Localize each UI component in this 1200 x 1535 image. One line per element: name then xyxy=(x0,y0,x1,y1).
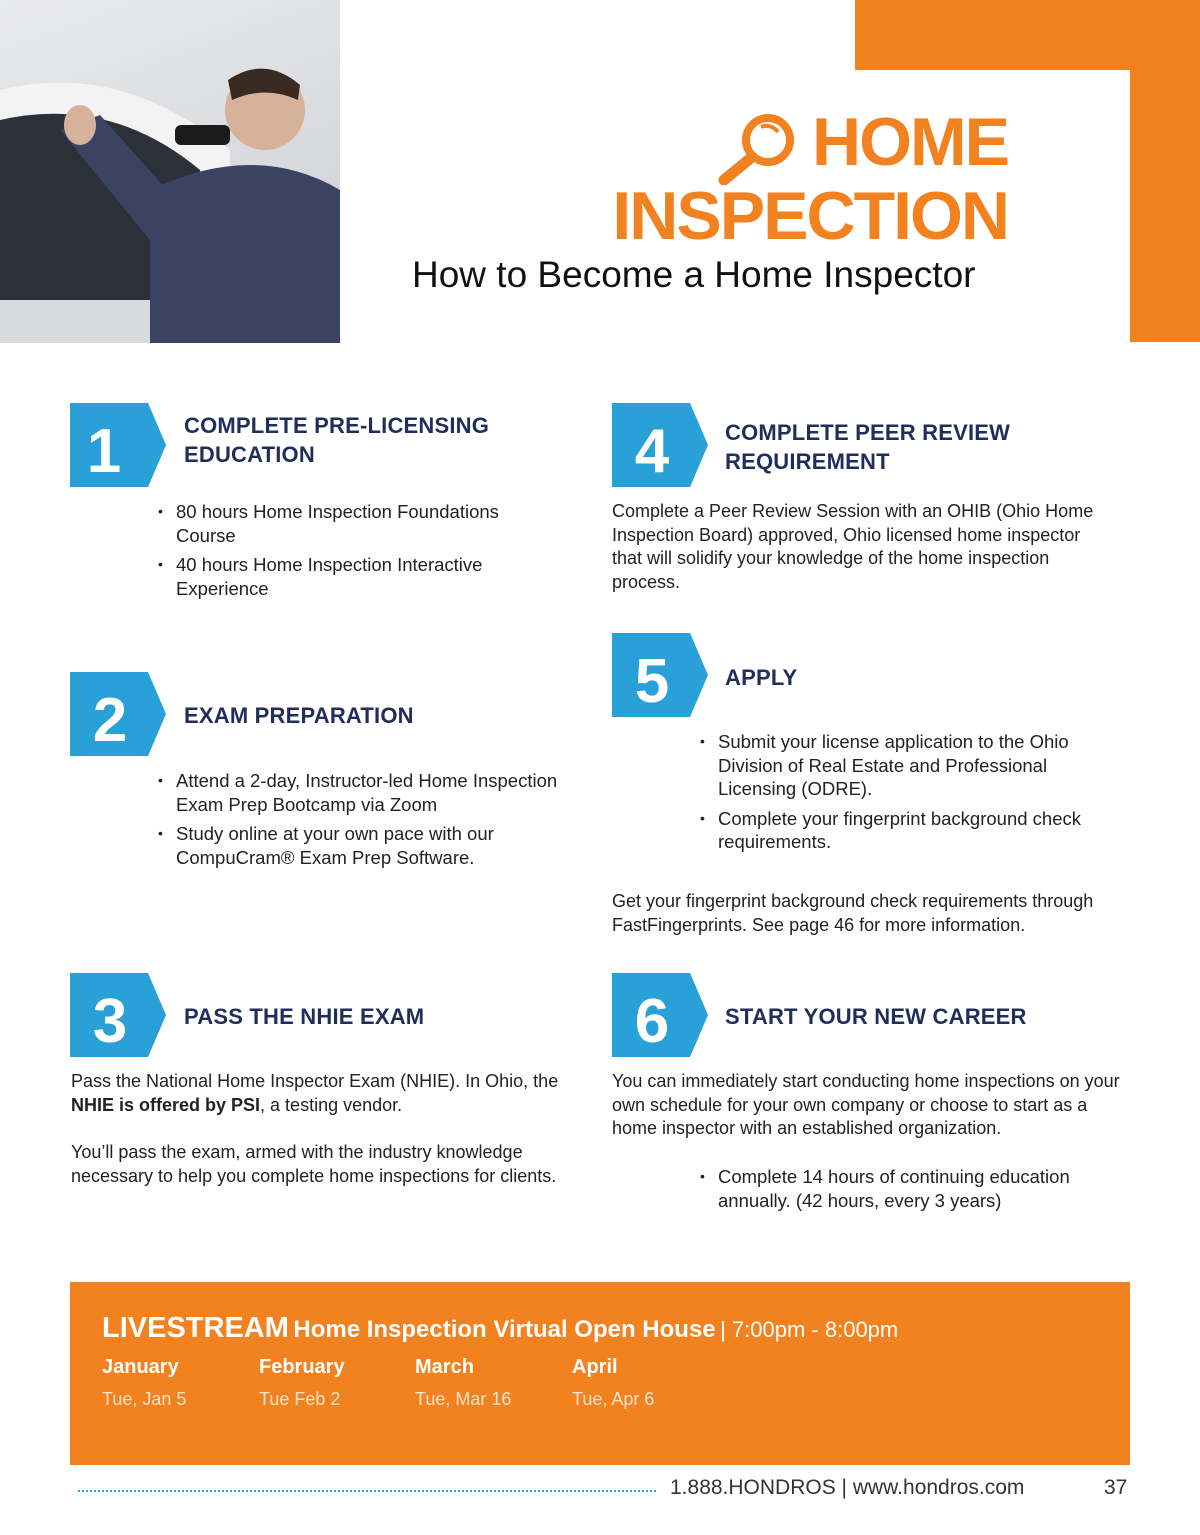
step-5-badge xyxy=(612,633,708,717)
inspector-photo xyxy=(0,0,340,343)
step-1-heading: COMPLETE PRE-LICENSING EDUCATION xyxy=(184,413,490,467)
step-3-paragraph-1: Pass the National Home Inspector Exam (NHIE). In Ohio, the NHIE is offered by PSI, a testing vendor. xyxy=(71,1071,559,1115)
month-february: February Tue Feb 2 xyxy=(259,1356,345,1409)
title-home: HOME xyxy=(812,104,1008,180)
title-inspection: INSPECTION xyxy=(612,178,1008,254)
step-3-heading: PASS THE NHIE EXAM xyxy=(184,1004,425,1029)
page-subtitle: How to Become a Home Inspector xyxy=(412,254,976,295)
step-2-list xyxy=(158,769,588,875)
svg-text:2: 2 xyxy=(92,686,128,755)
list-item: • 80 hours Home Inspection Foundations Course xyxy=(158,500,538,547)
list-item: • Complete 14 hours of continuing education annually. (42 hours, every 3 years) xyxy=(700,1165,1120,1212)
list-item: • 40 hours Home Inspection Interactive Experience xyxy=(158,553,538,600)
step-6-list xyxy=(700,1165,1120,1218)
livestream-title: LIVESTREAM Home Inspection Virtual Open House | 7:00pm - 8:00pm xyxy=(102,1312,899,1344)
step-5-paragraph: Get your fingerprint background check requirements through FastFingerprints. See page 46 for more information. xyxy=(612,891,1094,935)
svg-text:5: 5 xyxy=(634,647,670,716)
footer-contact: 1.888.HONDROS | www.hondros.com xyxy=(670,1476,1025,1499)
svg-text:1: 1 xyxy=(86,417,122,486)
step-6-badge xyxy=(612,973,708,1057)
month-january: January Tue, Jan 5 xyxy=(102,1356,187,1409)
step-3-paragraph-2: You’ll pass the exam, armed with the industry knowledge necessary to help you complete home inspections for clients. xyxy=(71,1142,557,1186)
list-item: • Complete your fingerprint background check requirements. xyxy=(700,807,1110,854)
step-5-heading: APPLY xyxy=(725,665,798,690)
step-1-badge xyxy=(70,403,166,487)
step-6-heading: START YOUR NEW CAREER xyxy=(725,1004,1027,1029)
list-item: • Attend a 2-day, Instructor-led Home Inspection Exam Prep Bootcamp via Zoom xyxy=(158,769,588,816)
step-2-badge xyxy=(70,672,166,756)
list-item: • Submit your license application to the Ohio Division of Real Estate and Professional Licensing (ODRE). xyxy=(700,730,1110,801)
footer-divider xyxy=(78,1490,656,1492)
step-4-badge xyxy=(612,403,708,487)
step-6-paragraph: You can immediately start conducting home inspections on your own schedule for your own company or choose to start as a home inspector with an established organization. xyxy=(612,1071,1120,1138)
step-5-list xyxy=(700,730,1110,860)
step-3-badge xyxy=(70,973,166,1057)
step-2-heading: EXAM PREPARATION xyxy=(184,703,414,728)
list-item: • Study online at your own pace with our CompuCram® Exam Prep Software. xyxy=(158,822,588,869)
month-march: March Tue, Mar 16 xyxy=(415,1356,512,1409)
step-4-heading: COMPLETE PEER REVIEW REQUIREMENT xyxy=(725,420,1011,474)
step-1-list xyxy=(158,500,538,606)
step-4-paragraph: Complete a Peer Review Session with an OHIB (Ohio Home Inspection Board) approved, Ohio licensed home inspector that will solidify your knowledge of the home inspection process. xyxy=(612,501,1094,592)
svg-text:3: 3 xyxy=(92,987,128,1056)
svg-text:4: 4 xyxy=(634,417,670,486)
livestream-banner xyxy=(70,1282,1130,1465)
magnifying-glass-icon xyxy=(716,110,806,185)
page-number: 37 xyxy=(1104,1476,1128,1499)
svg-text:6: 6 xyxy=(634,987,670,1056)
month-april: April Tue, Apr 6 xyxy=(572,1356,655,1409)
